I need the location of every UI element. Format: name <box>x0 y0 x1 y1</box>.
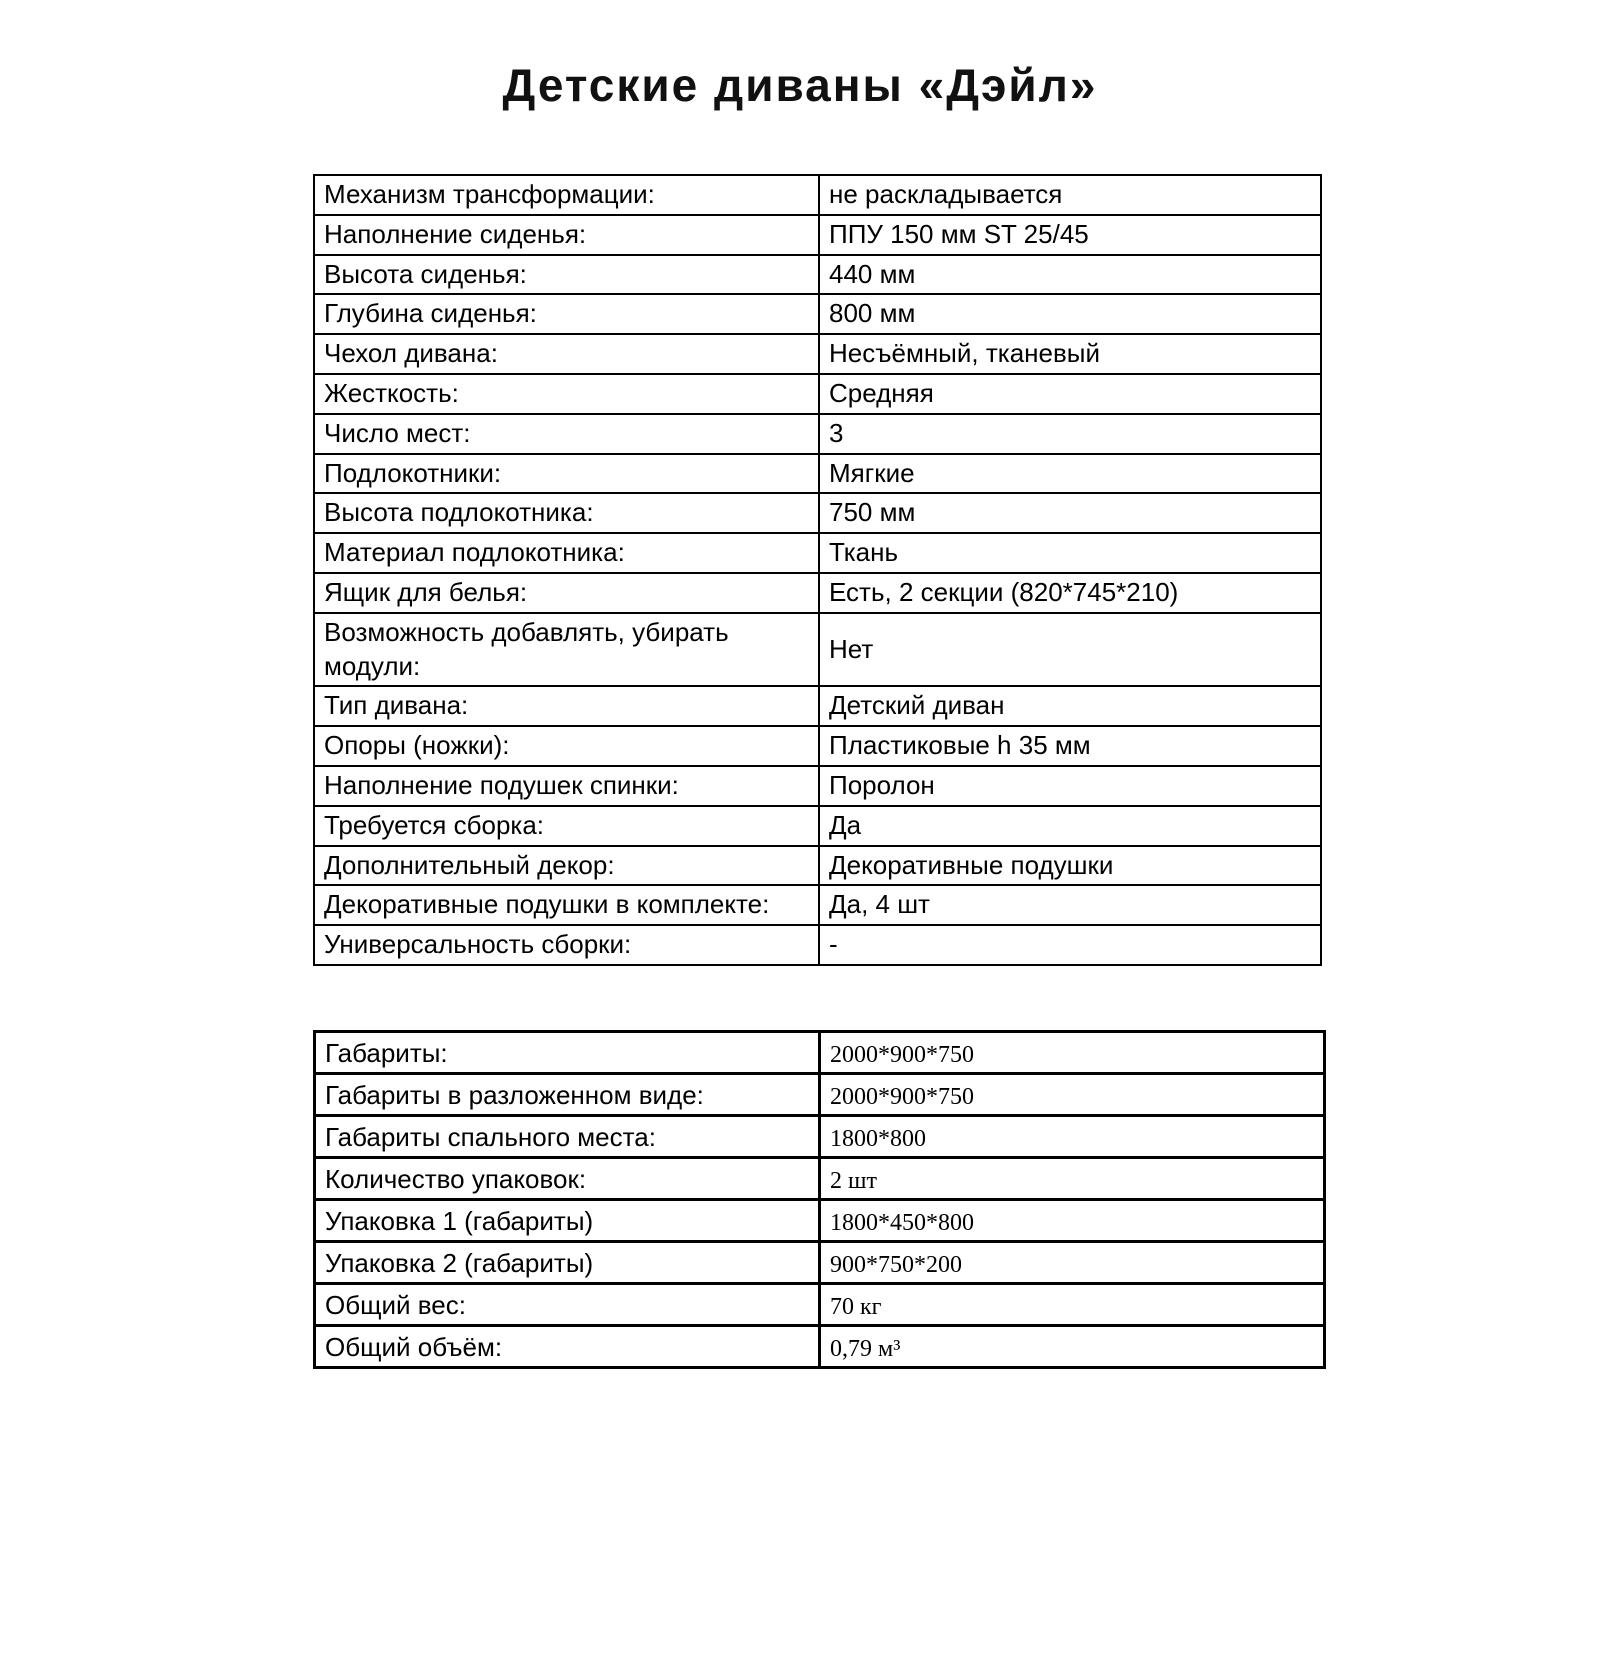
row-value: Да <box>819 806 1321 846</box>
row-value: Средняя <box>819 374 1321 414</box>
row-value: 440 мм <box>819 255 1321 295</box>
row-label: Дополнительный декор: <box>314 846 819 886</box>
table-row <box>315 1073 1325 1115</box>
row-label: Подлокотники: <box>314 454 819 494</box>
row-label: Универсальность сборки: <box>314 925 819 965</box>
table-row <box>314 454 1321 494</box>
row-value: Ткань <box>819 533 1321 573</box>
row-value: Детский диван <box>819 686 1321 726</box>
row-value: Мягкие <box>819 454 1321 494</box>
table-row <box>315 1157 1325 1199</box>
row-value: ППУ 150 мм ST 25/45 <box>819 215 1321 255</box>
table-row <box>314 334 1321 374</box>
table-row <box>314 493 1321 533</box>
row-value: Есть, 2 секции (820*745*210) <box>819 573 1321 613</box>
table-row <box>314 374 1321 414</box>
table-row <box>314 806 1321 846</box>
table-row <box>314 686 1321 726</box>
table-row <box>314 533 1321 573</box>
table-row <box>314 846 1321 886</box>
table-row <box>314 885 1321 925</box>
table-row <box>314 573 1321 613</box>
row-label: Декоративные подушки в комплекте: <box>314 885 819 925</box>
row-value: 2 шт <box>820 1157 1325 1199</box>
row-label: Глубина сиденья: <box>314 294 819 334</box>
table-row <box>314 414 1321 454</box>
row-value: Пластиковые h 35 мм <box>819 726 1321 766</box>
dimensions-table <box>313 1030 1326 1369</box>
table-row <box>314 766 1321 806</box>
row-label: Материал подлокотника: <box>314 533 819 573</box>
row-label: Габариты спального места: <box>315 1115 820 1157</box>
table-row <box>314 294 1321 334</box>
table-row <box>315 1199 1325 1241</box>
row-label: Механизм трансформации: <box>314 175 819 215</box>
row-value: Да, 4 шт <box>819 885 1321 925</box>
table-row <box>315 1031 1325 1073</box>
row-value: Декоративные подушки <box>819 846 1321 886</box>
row-label: Габариты: <box>315 1031 820 1073</box>
table-row <box>314 255 1321 295</box>
row-label: Общий объём: <box>315 1325 820 1367</box>
row-label: Возможность добавлять, убирать модули: <box>314 613 819 687</box>
row-label: Тип дивана: <box>314 686 819 726</box>
table-row <box>314 175 1321 215</box>
row-value: 0,79 м³ <box>820 1325 1325 1367</box>
row-value: - <box>819 925 1321 965</box>
table-row <box>314 925 1321 965</box>
dimensions-table-body <box>315 1031 1325 1367</box>
row-value: Несъёмный, тканевый <box>819 334 1321 374</box>
row-label: Общий вес: <box>315 1283 820 1325</box>
row-label: Число мест: <box>314 414 819 454</box>
row-label: Ящик для белья: <box>314 573 819 613</box>
row-value: Поролон <box>819 766 1321 806</box>
row-label: Высота сиденья: <box>314 255 819 295</box>
row-value: не раскладывается <box>819 175 1321 215</box>
table-row <box>314 726 1321 766</box>
row-label: Опоры (ножки): <box>314 726 819 766</box>
table-row <box>315 1325 1325 1367</box>
row-value: 2000*900*750 <box>820 1073 1325 1115</box>
row-label: Чехол дивана: <box>314 334 819 374</box>
row-label: Жесткость: <box>314 374 819 414</box>
row-value: 1800*450*800 <box>820 1199 1325 1241</box>
row-label: Количество упаковок: <box>315 1157 820 1199</box>
row-label: Требуется сборка: <box>314 806 819 846</box>
specifications-table <box>313 174 1322 966</box>
row-value: 900*750*200 <box>820 1241 1325 1283</box>
row-value: 70 кг <box>820 1283 1325 1325</box>
row-value: Нет <box>819 613 1321 687</box>
table-row <box>315 1283 1325 1325</box>
row-label: Упаковка 2 (габариты) <box>315 1241 820 1283</box>
row-label: Наполнение подушек спинки: <box>314 766 819 806</box>
table-row <box>314 215 1321 255</box>
row-value: 1800*800 <box>820 1115 1325 1157</box>
row-label: Габариты в разложенном виде: <box>315 1073 820 1115</box>
row-label: Высота подлокотника: <box>314 493 819 533</box>
row-value: 750 мм <box>819 493 1321 533</box>
row-value: 2000*900*750 <box>820 1031 1325 1073</box>
page-title: Детские диваны «Дэйл» <box>502 59 1098 111</box>
row-label: Упаковка 1 (габариты) <box>315 1199 820 1241</box>
row-value: 3 <box>819 414 1321 454</box>
table-row <box>315 1115 1325 1157</box>
specifications-table-body <box>314 175 1321 965</box>
row-value: 800 мм <box>819 294 1321 334</box>
row-label: Наполнение сиденья: <box>314 215 819 255</box>
table-row <box>315 1241 1325 1283</box>
table-row <box>314 613 1321 687</box>
